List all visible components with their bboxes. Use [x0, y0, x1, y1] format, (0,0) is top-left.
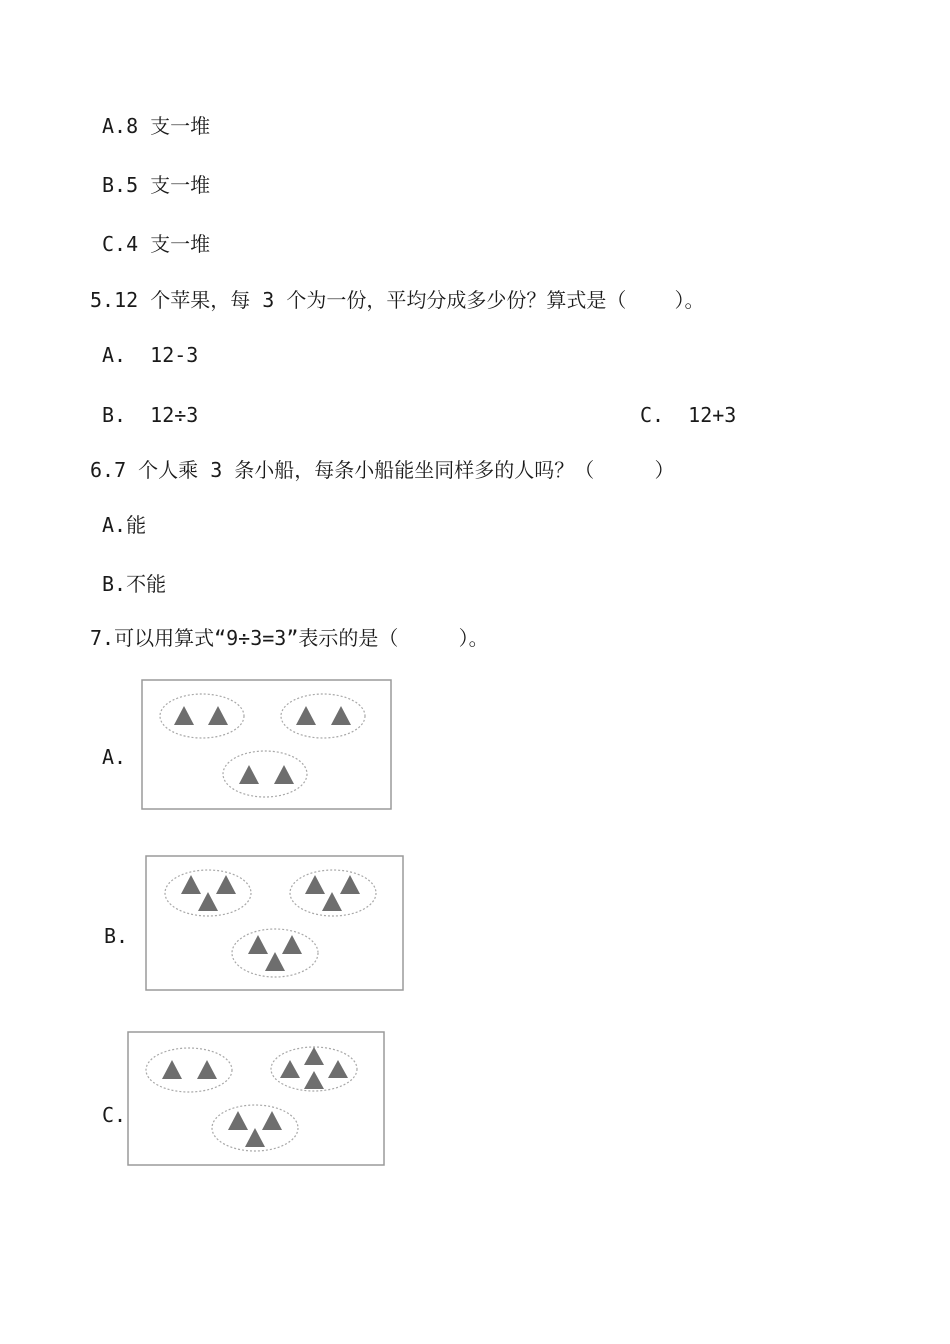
triangle [228, 1111, 248, 1130]
group-ellipse [223, 751, 307, 797]
triangle [296, 706, 316, 725]
triangle [331, 706, 351, 725]
q7-option-c-label[interactable]: C. [102, 1103, 127, 1127]
group-1 [165, 870, 251, 916]
q6-option-b[interactable]: B.不能 [102, 572, 167, 596]
group-1 [160, 694, 244, 738]
triangle-groups-figure-a [141, 679, 393, 811]
triangle [181, 875, 201, 894]
q5-question: 5.12 个苹果，每 3 个为一份，平均分成多少份？算式是（ ）。 [90, 288, 705, 312]
group-ellipse [160, 694, 244, 738]
q5-option-a[interactable]: A. 12-3 [102, 343, 199, 367]
q4-option-b[interactable]: B.5 支一堆 [102, 173, 211, 197]
triangle [282, 935, 302, 954]
group-3 [212, 1105, 298, 1151]
triangle [280, 1060, 300, 1078]
q7-option-a-figure[interactable] [141, 679, 393, 811]
triangle [162, 1060, 182, 1079]
triangle [340, 875, 360, 894]
triangle-groups-figure-c [127, 1031, 386, 1167]
triangle-groups-figure-b [145, 855, 405, 992]
triangle [216, 875, 236, 894]
q7-option-a-label[interactable]: A. [102, 745, 127, 769]
q5-option-b[interactable]: B. 12÷3 [102, 403, 199, 427]
triangle [262, 1111, 282, 1130]
triangle [304, 1071, 324, 1089]
triangle [245, 1128, 265, 1147]
triangle [239, 765, 259, 784]
triangle [265, 952, 285, 971]
group-2 [271, 1047, 357, 1091]
triangle [328, 1060, 348, 1078]
triangle [208, 706, 228, 725]
group-3 [232, 929, 318, 977]
triangle [304, 1047, 324, 1065]
group-3 [223, 751, 307, 797]
q4-option-a[interactable]: A.8 支一堆 [102, 114, 211, 138]
q6-question: 6.7 个人乘 3 条小船，每条小船能坐同样多的人吗？（ ） [90, 458, 675, 482]
group-2 [290, 870, 376, 916]
group-ellipse [146, 1048, 232, 1092]
triangle [248, 935, 268, 954]
figure-frame [142, 680, 391, 809]
q7-question: 7.可以用算式“9÷3=3”表示的是（ ）。 [90, 626, 489, 650]
triangle [305, 875, 325, 894]
triangle [198, 892, 218, 911]
q5-option-c[interactable]: C. 12+3 [640, 403, 737, 427]
triangle [174, 706, 194, 725]
q7-option-b-label[interactable]: B. [104, 924, 129, 948]
group-2 [281, 694, 365, 738]
q6-option-a[interactable]: A.能 [102, 513, 147, 537]
q4-option-c[interactable]: C.4 支一堆 [102, 232, 211, 256]
triangle [274, 765, 294, 784]
group-1 [146, 1048, 232, 1092]
q7-option-c-figure[interactable] [127, 1031, 386, 1167]
q7-option-b-figure[interactable] [145, 855, 405, 992]
triangle [322, 892, 342, 911]
group-ellipse [281, 694, 365, 738]
triangle [197, 1060, 217, 1079]
